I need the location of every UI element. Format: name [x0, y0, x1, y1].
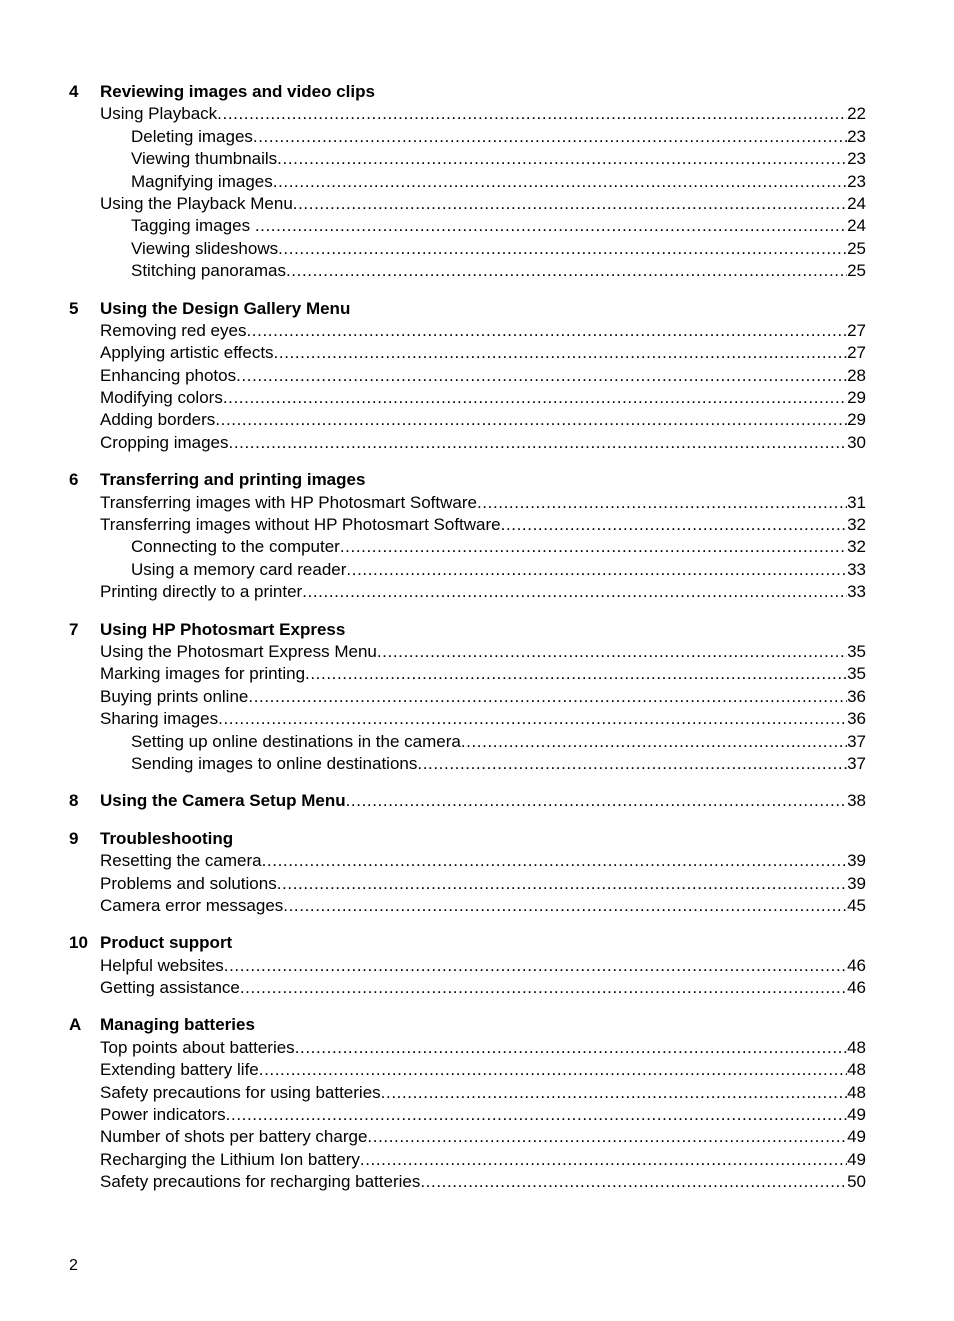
- dot-leader: [381, 1082, 847, 1104]
- entry-page-number: 46: [847, 955, 866, 975]
- entry-page-number: 35: [847, 641, 866, 661]
- chapter-number: 4: [69, 82, 79, 101]
- entry-page-number: 32: [847, 537, 866, 557]
- entry-label: Removing red eyes: [100, 320, 247, 340]
- toc-chapter: [69, 932, 866, 999]
- toc-subentry[interactable]: [131, 148, 866, 170]
- entry-label: Power indicators: [100, 1105, 226, 1125]
- entry-page-number: 22: [847, 104, 866, 124]
- chapter-title: Using the Design Gallery Menu: [100, 298, 351, 318]
- dot-leader: [277, 873, 847, 895]
- entry-label: Extending battery life: [100, 1060, 259, 1080]
- dot-leader: [224, 955, 847, 977]
- entry-page-number: 23: [847, 126, 866, 146]
- page-number: 2: [69, 1257, 78, 1274]
- dot-leader: [305, 663, 847, 685]
- toc-chapter: [69, 619, 866, 776]
- entry-label: Number of shots per battery charge: [100, 1127, 368, 1147]
- entry-page-number: 37: [847, 753, 866, 773]
- toc-entry[interactable]: [100, 409, 866, 431]
- toc-entry[interactable]: [100, 387, 866, 409]
- chapter-title: Managing batteries: [100, 1015, 255, 1035]
- chapter-page-number: 38: [847, 791, 866, 811]
- dot-leader: [420, 1171, 847, 1193]
- dot-leader: [215, 409, 847, 431]
- entry-label: Adding borders: [100, 410, 216, 430]
- entry-label: Magnifying images: [131, 171, 273, 191]
- dot-leader: [259, 1059, 847, 1081]
- entry-label: Printing directly to a printer: [100, 582, 303, 602]
- entry-label: Transferring images with HP Photosmart Software: [100, 492, 477, 512]
- toc-entry[interactable]: [100, 1149, 866, 1171]
- toc-entry[interactable]: [100, 1126, 866, 1148]
- toc-entry[interactable]: [100, 977, 866, 999]
- dot-leader: [346, 790, 847, 812]
- toc-chapter: [69, 469, 866, 603]
- entry-page-number: 48: [847, 1082, 866, 1102]
- toc-entry[interactable]: [100, 193, 866, 215]
- entry-label: Marking images for printing: [100, 664, 306, 684]
- chapter-heading[interactable]: [69, 790, 866, 812]
- entry-label: Setting up online destinations in the camera: [131, 731, 461, 751]
- toc-entry[interactable]: [100, 581, 866, 603]
- entry-label: Resetting the camera: [100, 851, 262, 871]
- dot-leader: [293, 193, 847, 215]
- entry-page-number: 50: [847, 1172, 866, 1192]
- entry-page-number: 46: [847, 978, 866, 998]
- chapter-heading: [69, 298, 866, 320]
- dot-leader: [218, 708, 847, 730]
- entry-page-number: 28: [847, 365, 866, 385]
- entry-page-number: 35: [847, 664, 866, 684]
- entry-label: Stitching panoramas: [131, 261, 286, 281]
- dot-leader: [240, 977, 847, 999]
- entry-label: Connecting to the computer: [131, 537, 340, 557]
- toc-entry[interactable]: [100, 708, 866, 730]
- dot-leader: [283, 895, 847, 917]
- toc-chapter: [69, 828, 866, 918]
- entry-page-number: 39: [847, 851, 866, 871]
- toc-entry[interactable]: [100, 873, 866, 895]
- entry-label: Using Playback: [100, 104, 218, 124]
- entry-label: Viewing thumbnails: [131, 149, 278, 169]
- toc-entry[interactable]: [100, 342, 866, 364]
- dot-leader: [229, 432, 848, 454]
- entry-label: Transferring images without HP Photosmart Software: [100, 515, 501, 535]
- dot-leader: [477, 492, 847, 514]
- dot-leader: [274, 342, 848, 364]
- toc-entry[interactable]: [100, 432, 866, 454]
- toc-chapter: [69, 81, 866, 283]
- entry-page-number: 49: [847, 1105, 866, 1125]
- toc-entry[interactable]: [100, 365, 866, 387]
- toc-subentry[interactable]: [131, 171, 866, 193]
- entry-page-number: 25: [847, 261, 866, 281]
- entry-label: Getting assistance: [100, 978, 240, 998]
- entry-page-number: 48: [847, 1060, 866, 1080]
- toc-entry[interactable]: [100, 1037, 866, 1059]
- entry-page-number: 39: [847, 873, 866, 893]
- chapter-title: Using HP Photosmart Express: [100, 619, 346, 639]
- entry-page-number: 23: [847, 149, 866, 169]
- chapter-number: 7: [69, 619, 79, 639]
- entry-label: Cropping images: [100, 432, 229, 452]
- entry-page-number: 45: [847, 895, 866, 915]
- dot-leader: [248, 686, 847, 708]
- chapter-heading: [69, 828, 866, 850]
- toc-subentry[interactable]: [131, 238, 866, 260]
- entry-label: Using the Playback Menu: [100, 193, 293, 213]
- chapter-heading: [69, 619, 866, 641]
- toc-subentry[interactable]: [131, 126, 866, 148]
- dot-leader: [236, 365, 847, 387]
- dot-leader: [255, 215, 847, 237]
- entry-page-number: 29: [847, 388, 866, 408]
- entry-page-number: 27: [847, 320, 866, 340]
- entry-page-number: 49: [847, 1127, 866, 1147]
- entry-page-number: 48: [847, 1037, 866, 1057]
- chapter-heading: [69, 81, 866, 103]
- entry-label: Sharing images: [100, 709, 219, 729]
- entry-label: Enhancing photos: [100, 365, 237, 385]
- entry-page-number: 30: [847, 432, 866, 452]
- toc-subentry[interactable]: [131, 215, 866, 237]
- entry-page-number: 32: [847, 515, 866, 535]
- dot-leader: [501, 514, 847, 536]
- entry-label: Using a memory card reader: [131, 559, 347, 579]
- dot-leader: [360, 1149, 847, 1171]
- entry-label: Deleting images: [131, 126, 253, 146]
- chapter-number: 6: [69, 470, 79, 490]
- entry-label: Safety precautions for using batteries: [100, 1082, 381, 1102]
- entry-label: Buying prints online: [100, 686, 249, 706]
- dot-leader: [278, 238, 847, 260]
- toc-entry[interactable]: [100, 663, 866, 685]
- toc-subentry[interactable]: [131, 559, 866, 581]
- toc-subentry[interactable]: [131, 536, 866, 558]
- chapter-number: A: [69, 1015, 82, 1035]
- entry-page-number: 27: [847, 343, 866, 363]
- dot-leader: [377, 641, 847, 663]
- entry-label: Top points about batteries: [100, 1037, 295, 1057]
- dot-leader: [246, 320, 847, 342]
- dot-leader: [340, 536, 847, 558]
- entry-page-number: 29: [847, 410, 866, 430]
- entry-page-number: 31: [847, 492, 866, 512]
- toc-chapter: [69, 1014, 866, 1193]
- entry-label: Sending images to online destinations: [131, 753, 418, 773]
- toc-subentry[interactable]: [131, 260, 866, 282]
- entry-label: Modifying colors: [100, 388, 223, 408]
- dot-leader: [461, 731, 847, 753]
- entry-label: Camera error messages: [100, 895, 284, 915]
- entry-page-number: 36: [847, 686, 866, 706]
- entry-page-number: 25: [847, 238, 866, 258]
- table-of-contents: [69, 81, 866, 1209]
- toc-entry[interactable]: [100, 320, 866, 342]
- dot-leader: [277, 148, 847, 170]
- dot-leader: [253, 126, 847, 148]
- toc-entry[interactable]: [100, 850, 866, 872]
- toc-entry[interactable]: [100, 492, 866, 514]
- entry-page-number: 33: [847, 582, 866, 602]
- dot-leader: [302, 581, 847, 603]
- chapter-heading: [69, 932, 866, 954]
- toc-subentry[interactable]: [131, 753, 866, 775]
- dot-leader: [286, 260, 847, 282]
- dot-leader: [226, 1104, 847, 1126]
- toc-entry[interactable]: [100, 895, 866, 917]
- chapter-title: Product support: [100, 933, 233, 953]
- dot-leader: [417, 753, 847, 775]
- entry-label: Viewing slideshows: [131, 238, 279, 258]
- toc-entry[interactable]: [100, 955, 866, 977]
- toc-entry[interactable]: [100, 1082, 866, 1104]
- entry-page-number: 33: [847, 559, 866, 579]
- entry-label: Using the Photosmart Express Menu: [100, 641, 377, 661]
- entry-label: Tagging images: [131, 216, 255, 236]
- toc-entry[interactable]: [100, 641, 866, 663]
- chapter-number: 10: [69, 933, 88, 953]
- toc-entry[interactable]: [100, 1104, 866, 1126]
- toc-entry[interactable]: [100, 103, 866, 125]
- chapter-heading: [69, 1014, 866, 1036]
- entry-label: Problems and solutions: [100, 873, 277, 893]
- toc-entry[interactable]: [100, 686, 866, 708]
- entry-page-number: 24: [847, 216, 866, 236]
- entry-label: Applying artistic effects: [100, 343, 274, 363]
- chapter-title: Reviewing images and video clips: [100, 82, 375, 101]
- dot-leader: [262, 850, 847, 872]
- chapter-title: Transferring and printing images: [100, 470, 366, 490]
- entry-page-number: 24: [847, 193, 866, 213]
- toc-entry[interactable]: [100, 1059, 866, 1081]
- toc-entry[interactable]: [100, 514, 866, 536]
- chapter-number: 5: [69, 298, 79, 318]
- toc-subentry[interactable]: [131, 731, 866, 753]
- toc-chapter: [69, 790, 866, 812]
- dot-leader: [273, 171, 847, 193]
- entry-page-number: 23: [847, 171, 866, 191]
- entry-page-number: 49: [847, 1149, 866, 1169]
- dot-leader: [367, 1126, 847, 1148]
- entry-label: Helpful websites: [100, 955, 224, 975]
- entry-page-number: 36: [847, 709, 866, 729]
- entry-label: Safety precautions for recharging batteries: [100, 1172, 421, 1192]
- dot-leader: [217, 103, 847, 125]
- toc-chapter: [69, 298, 866, 455]
- dot-leader: [223, 387, 847, 409]
- chapter-title: Troubleshooting: [100, 828, 234, 848]
- chapter-number: 9: [69, 828, 79, 848]
- dot-leader: [346, 559, 847, 581]
- entry-page-number: 37: [847, 731, 866, 751]
- toc-entry[interactable]: [100, 1171, 866, 1193]
- chapter-title: Using the Camera Setup Menu: [100, 791, 346, 811]
- entry-label: Recharging the Lithium Ion battery: [100, 1149, 360, 1169]
- chapter-number: 8: [69, 791, 79, 811]
- chapter-heading: [69, 469, 866, 491]
- dot-leader: [295, 1037, 847, 1059]
